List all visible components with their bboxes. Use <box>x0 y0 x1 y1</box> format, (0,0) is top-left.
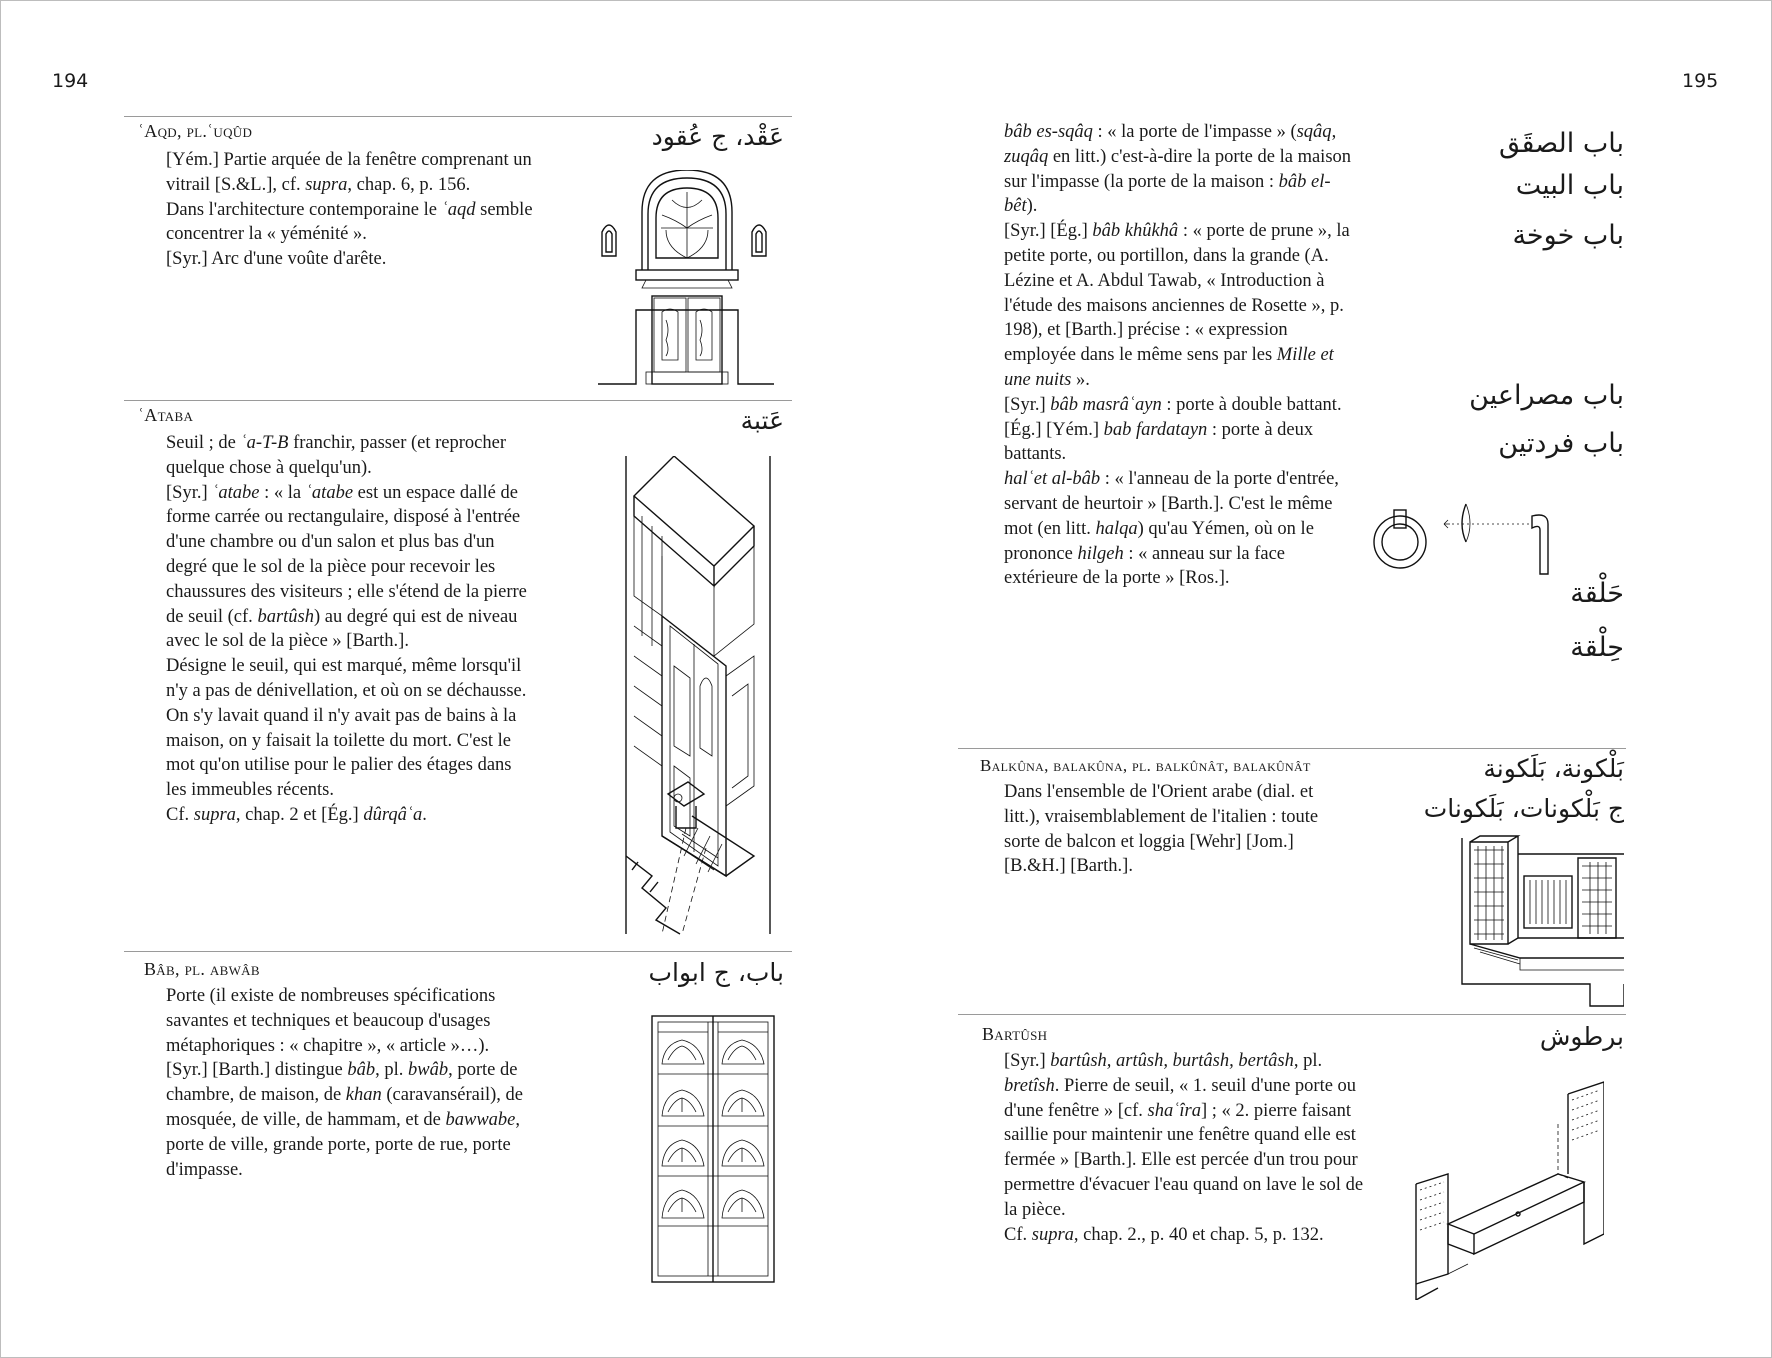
entry-rule <box>124 400 792 401</box>
entry-arabic-ataba: عَتبة <box>740 406 784 435</box>
arabic-bab-el-bet: باب البيت <box>1515 170 1624 201</box>
entry-body-bab-continued: bâb es-sqâq : « la porte de l'impasse » (sqâq, zuqâq en litt.) c'est-à-dire la porte de la maison sur l'impasse (la porte de la maison : bâb el-bêt). [Syr.] [Ég.] bâb khûkhâ : « porte de prune », la petite porte, ou portillon, dans la grande (A. Lézine et A. Abdul Tawab, « Introduction à l'étude des maisons anciennes de Rosette », p. 198), et [Barth.] précise : « expression employée dans le même sens par les Mille et une nuits ». [Syr.] bâb masrâʿayn : porte à double battant. [Ég.] [Yém.] bab fardatayn : porte à deux battants. halʿet al-bâb : « l'anneau de la porte d'entrée, servant de heurtoir » [Barth.]. C'est le même mot (en litt. halqa) qu'au Yémen, où on le prononce hilgeh : « anneau sur la face extérieure de la porte » [Ros.]. <box>1004 122 1352 589</box>
door-knocker-illustration <box>1362 490 1556 582</box>
paneled-door-illustration <box>650 1014 776 1284</box>
arabic-bab-es-sqaq: باب الصقَق <box>1498 128 1624 159</box>
entry-headword-bartush: Bartûsh <box>982 1024 1048 1044</box>
entry-headword-aqd: ʿAqd, pl.ʿuqûd <box>138 121 253 141</box>
arabic-bab-fardatayn: باب فردتين <box>1498 428 1624 459</box>
entry-arabic-bartush: برطوش <box>1539 1022 1624 1051</box>
entry-rule <box>958 1014 1626 1015</box>
entry-arabic-bab: باب، ج ابواب <box>648 958 784 987</box>
entry-body-bartush: [Syr.] bartûsh, artûsh, burtâsh, bertâsh, pl. bretîsh. Pierre de seuil, « 1. seuil d'une porte ou d'une fenêtre » [cf. shaʿîra] ; « 2. pierre faisant saillie pour maintenir une fenêtre quand elle est fermée » [Barth.]. Elle est percée d'un trou pour permettre d'évacuer l'eau quand on lave le sol de la pièce. Cf. supra, chap. 2., p. 40 et chap. 5, p. 132. <box>1004 1051 1364 1245</box>
entry-body-balkuna: Dans l'ensemble de l'Orient arabe (dial. et litt.), vraisemblablement de l'italien : toute sorte de balcon et loggia [Wehr] [Jom.] [B.&H.] [Barth.]. <box>1004 782 1319 877</box>
entry-body-ataba: Seuil ; de ʿa-T-B franchir, passer (et reprocher quelque chose à quelqu'un). [Syr.] ʿatabe : « la ʿatabe est un espace dallé de forme carrée ou rectangulaire, disposé à l'entrée d'une chambre ou d'un salon et plus bas d'un degré que le sol de la pièce pour recevoir les chaussures des visiteurs ; elle s'étend de la pierre de seuil (cf. bartûsh) au degré qui est de niveau avec le sol de la pièce » [Barth.]. Désigne le seuil, qui est marqué, même lorsqu'il n'y a pas de dénivellation, et où on se déchausse. On s'y lavait quand il n'y avait pas de bains à la maison, on y faisait la toilette du mort. C'est le mot qu'on utilise pour le palier des étages dans les immeubles récents. Cf. supra, chap. 2 et [Ég.] dûrqâʿa. <box>166 433 527 825</box>
threshold-stone-illustration <box>1408 1074 1604 1300</box>
entry-rule <box>958 748 1626 749</box>
entry-arabic-balkuna-plural: ج بَلْكونات، بَلَكونات <box>1423 794 1624 823</box>
entry-rule <box>124 116 792 117</box>
window-arch-illustration <box>596 170 776 388</box>
entry-body-bab: Porte (il existe de nombreuses spécifications savantes et techniques et beaucoup d'usages métaphoriques : « chapitre », « article »…). [Syr.] [Barth.] distingue bâb, pl. bwâb, porte de chambre, de maison, de khan (caravansérail), de mosquée, de ville, de hammam, et de bawwabe, porte de ville, grande porte, porte de rue, porte d'impasse. <box>166 986 523 1180</box>
entry-rule <box>124 951 792 952</box>
arabic-bab-masraayn: باب مصراعين <box>1469 380 1624 411</box>
entry-arabic-aqd: عَقْد، ج عُقود <box>651 122 784 151</box>
entry-headword-bab: Bâb, pl. abwâb <box>144 959 260 979</box>
entry-headword-balkuna: Balkûna, balakûna, pl. balkûnât, balakûnât <box>980 756 1311 775</box>
arabic-hilqa: حِلْقة <box>1570 632 1624 663</box>
page-number-left: 194 <box>52 70 89 92</box>
balcony-loggia-illustration <box>1460 834 1624 1010</box>
threshold-isometric-illustration <box>622 456 774 938</box>
arabic-halqa: حَلْقة <box>1570 578 1624 609</box>
page-number-right: 195 <box>1682 70 1719 92</box>
entry-arabic-balkuna-singular: بَلْكونة، بَلَكونة <box>1483 754 1624 783</box>
entry-body-aqd: [Yém.] Partie arquée de la fenêtre comprenant un vitrail [S.&L.], cf. supra, chap. 6, p. 156. Dans l'architecture contemporaine le ʿaqd semble concentrer la « yéménité ». [Syr.] Arc d'une voûte d'arête. <box>166 150 533 270</box>
arabic-bab-khukha: باب خوخة <box>1512 220 1624 251</box>
entry-headword-ataba: ʿAtaba <box>138 405 194 425</box>
